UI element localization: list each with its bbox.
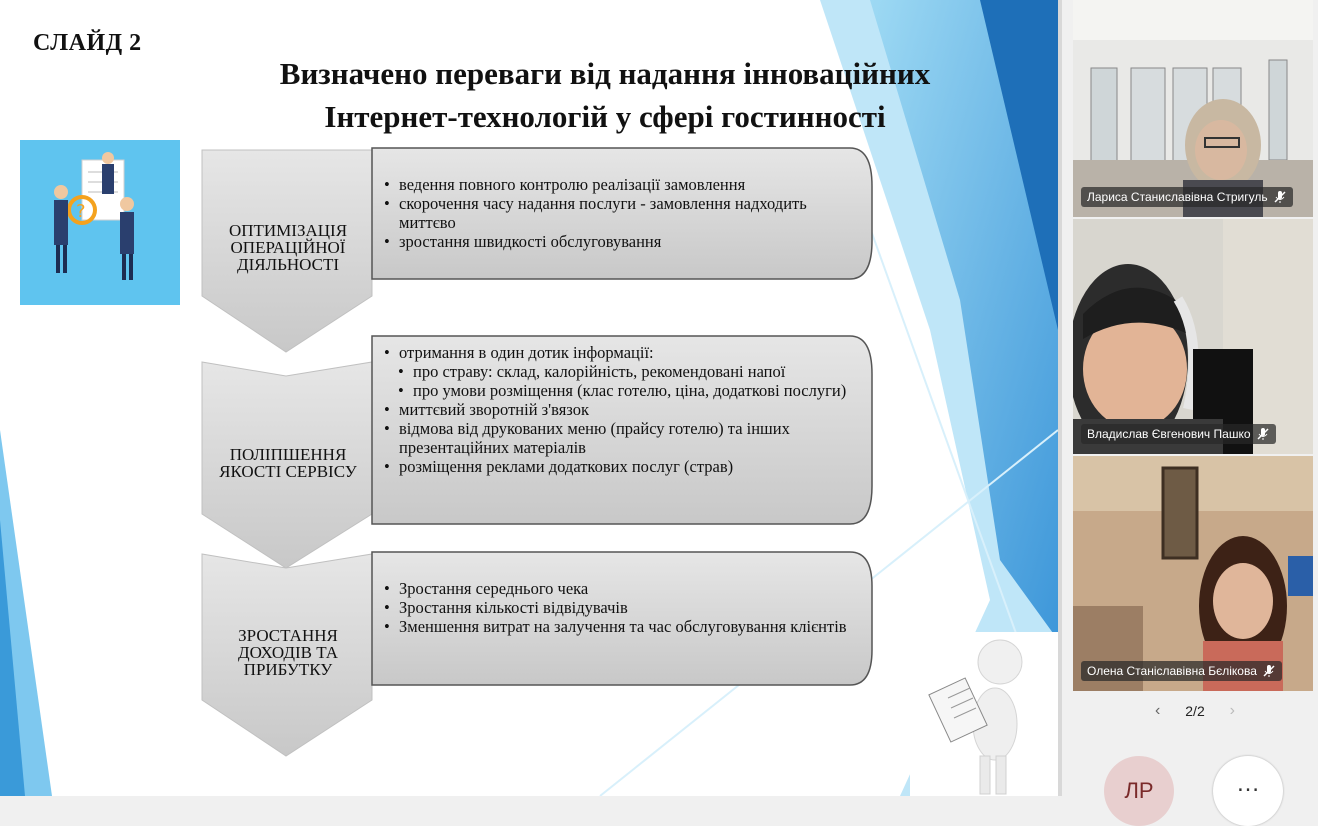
list-item: • зростання швидкості обслуговування	[384, 232, 854, 251]
section-2-label	[208, 446, 368, 480]
section-3-label-line: ЗРОСТАННЯ	[238, 626, 338, 645]
list-item: • Зростання кількості відвідувачів	[384, 598, 854, 617]
list-item: • миттєвий зворотній з'вязок	[384, 400, 854, 419]
svg-text:?: ?	[76, 201, 86, 222]
section-3-label-line: ПРИБУТКУ	[243, 660, 333, 679]
page-indicator: 2/2	[1185, 703, 1205, 719]
participant-name: Владислав Євгенович Пашко	[1087, 427, 1251, 441]
clipboard-figure-illustration	[910, 632, 1058, 796]
business-people-illustration	[20, 140, 180, 305]
participant-video-feed	[1073, 0, 1313, 217]
list-item: • отримання в один дотик інформації:	[384, 343, 854, 362]
chevron-left-icon[interactable]: ‹	[1155, 702, 1161, 719]
list-item: • про страву: склад, калорійність, рекомендовані напої	[384, 362, 854, 381]
mic-muted-icon	[1256, 427, 1270, 441]
list-item: • відмова від друкованих меню (прайсу готелю) та інших презентаційних матеріалів	[384, 419, 854, 457]
participants-sidebar	[1066, 0, 1318, 796]
list-item: • ведення повного контролю реалізації замовлення	[384, 175, 854, 194]
participant-video-tile[interactable]	[1073, 456, 1313, 691]
section-1-bullets	[384, 175, 854, 251]
section-1-label	[208, 222, 368, 273]
participant-video-tile[interactable]	[1073, 0, 1313, 217]
section-operational-optimization	[200, 146, 880, 356]
mic-muted-icon	[1262, 664, 1276, 678]
list-item: • про умови розміщення (клас готелю, ціна, додаткові послуги)	[384, 381, 854, 400]
participant-name: Лариса Станиславівна Стригуль	[1087, 190, 1268, 204]
section-3-bullets	[384, 579, 854, 636]
list-item: • скорочення часу надання послуги - замовлення надходить миттєво	[384, 194, 854, 232]
list-item: • Зменшення витрат на залучення та час обслуговування клієнтів	[384, 617, 854, 636]
participant-pager	[1155, 700, 1235, 722]
slide-title-line-2: Інтернет-технологій у сфері гостинності	[324, 99, 886, 134]
section-2-label-line: ПОЛІПШЕННЯ	[229, 445, 347, 464]
participant-video-tile[interactable]	[1073, 219, 1313, 454]
section-1-label-line: ОПЕРАЦІЙНОЇ	[230, 238, 346, 257]
user-avatar-button[interactable]: ЛР	[1104, 756, 1174, 826]
participant-name-tag	[1081, 661, 1282, 681]
more-options-button[interactable]: …	[1213, 756, 1283, 826]
slide-edge-divider	[1058, 0, 1062, 796]
participant-name-tag	[1081, 187, 1293, 207]
section-2-bullets	[384, 343, 854, 476]
section-service-quality	[200, 334, 880, 570]
slide-title	[200, 52, 1010, 138]
section-1-label-line: ОПТИМІЗАЦІЯ	[228, 221, 348, 240]
list-item: • Зростання середнього чека	[384, 579, 854, 598]
section-2-label-line: ЯКОСТІ СЕРВІСУ	[219, 462, 357, 481]
participant-name-tag	[1081, 424, 1276, 444]
list-item: • розміщення реклами додаткових послуг (страв)	[384, 457, 854, 476]
section-revenue-growth	[200, 550, 880, 760]
section-1-label-line: ДІЯЛЬНОСТІ	[236, 255, 340, 274]
mic-muted-icon	[1273, 190, 1287, 204]
participant-video-feed	[1073, 456, 1313, 691]
slide-number-label: СЛАЙД 2	[33, 30, 142, 56]
participant-video-feed	[1073, 219, 1313, 454]
participant-name: Олена Станіславівна Бєлікова	[1087, 664, 1257, 678]
section-3-label-line: ДОХОДІВ ТА	[237, 643, 339, 662]
section-3-label	[208, 627, 368, 678]
chevron-right-icon[interactable]: ›	[1229, 702, 1235, 719]
slide-title-line-1: Визначено переваги від надання інноваційних	[279, 56, 931, 91]
